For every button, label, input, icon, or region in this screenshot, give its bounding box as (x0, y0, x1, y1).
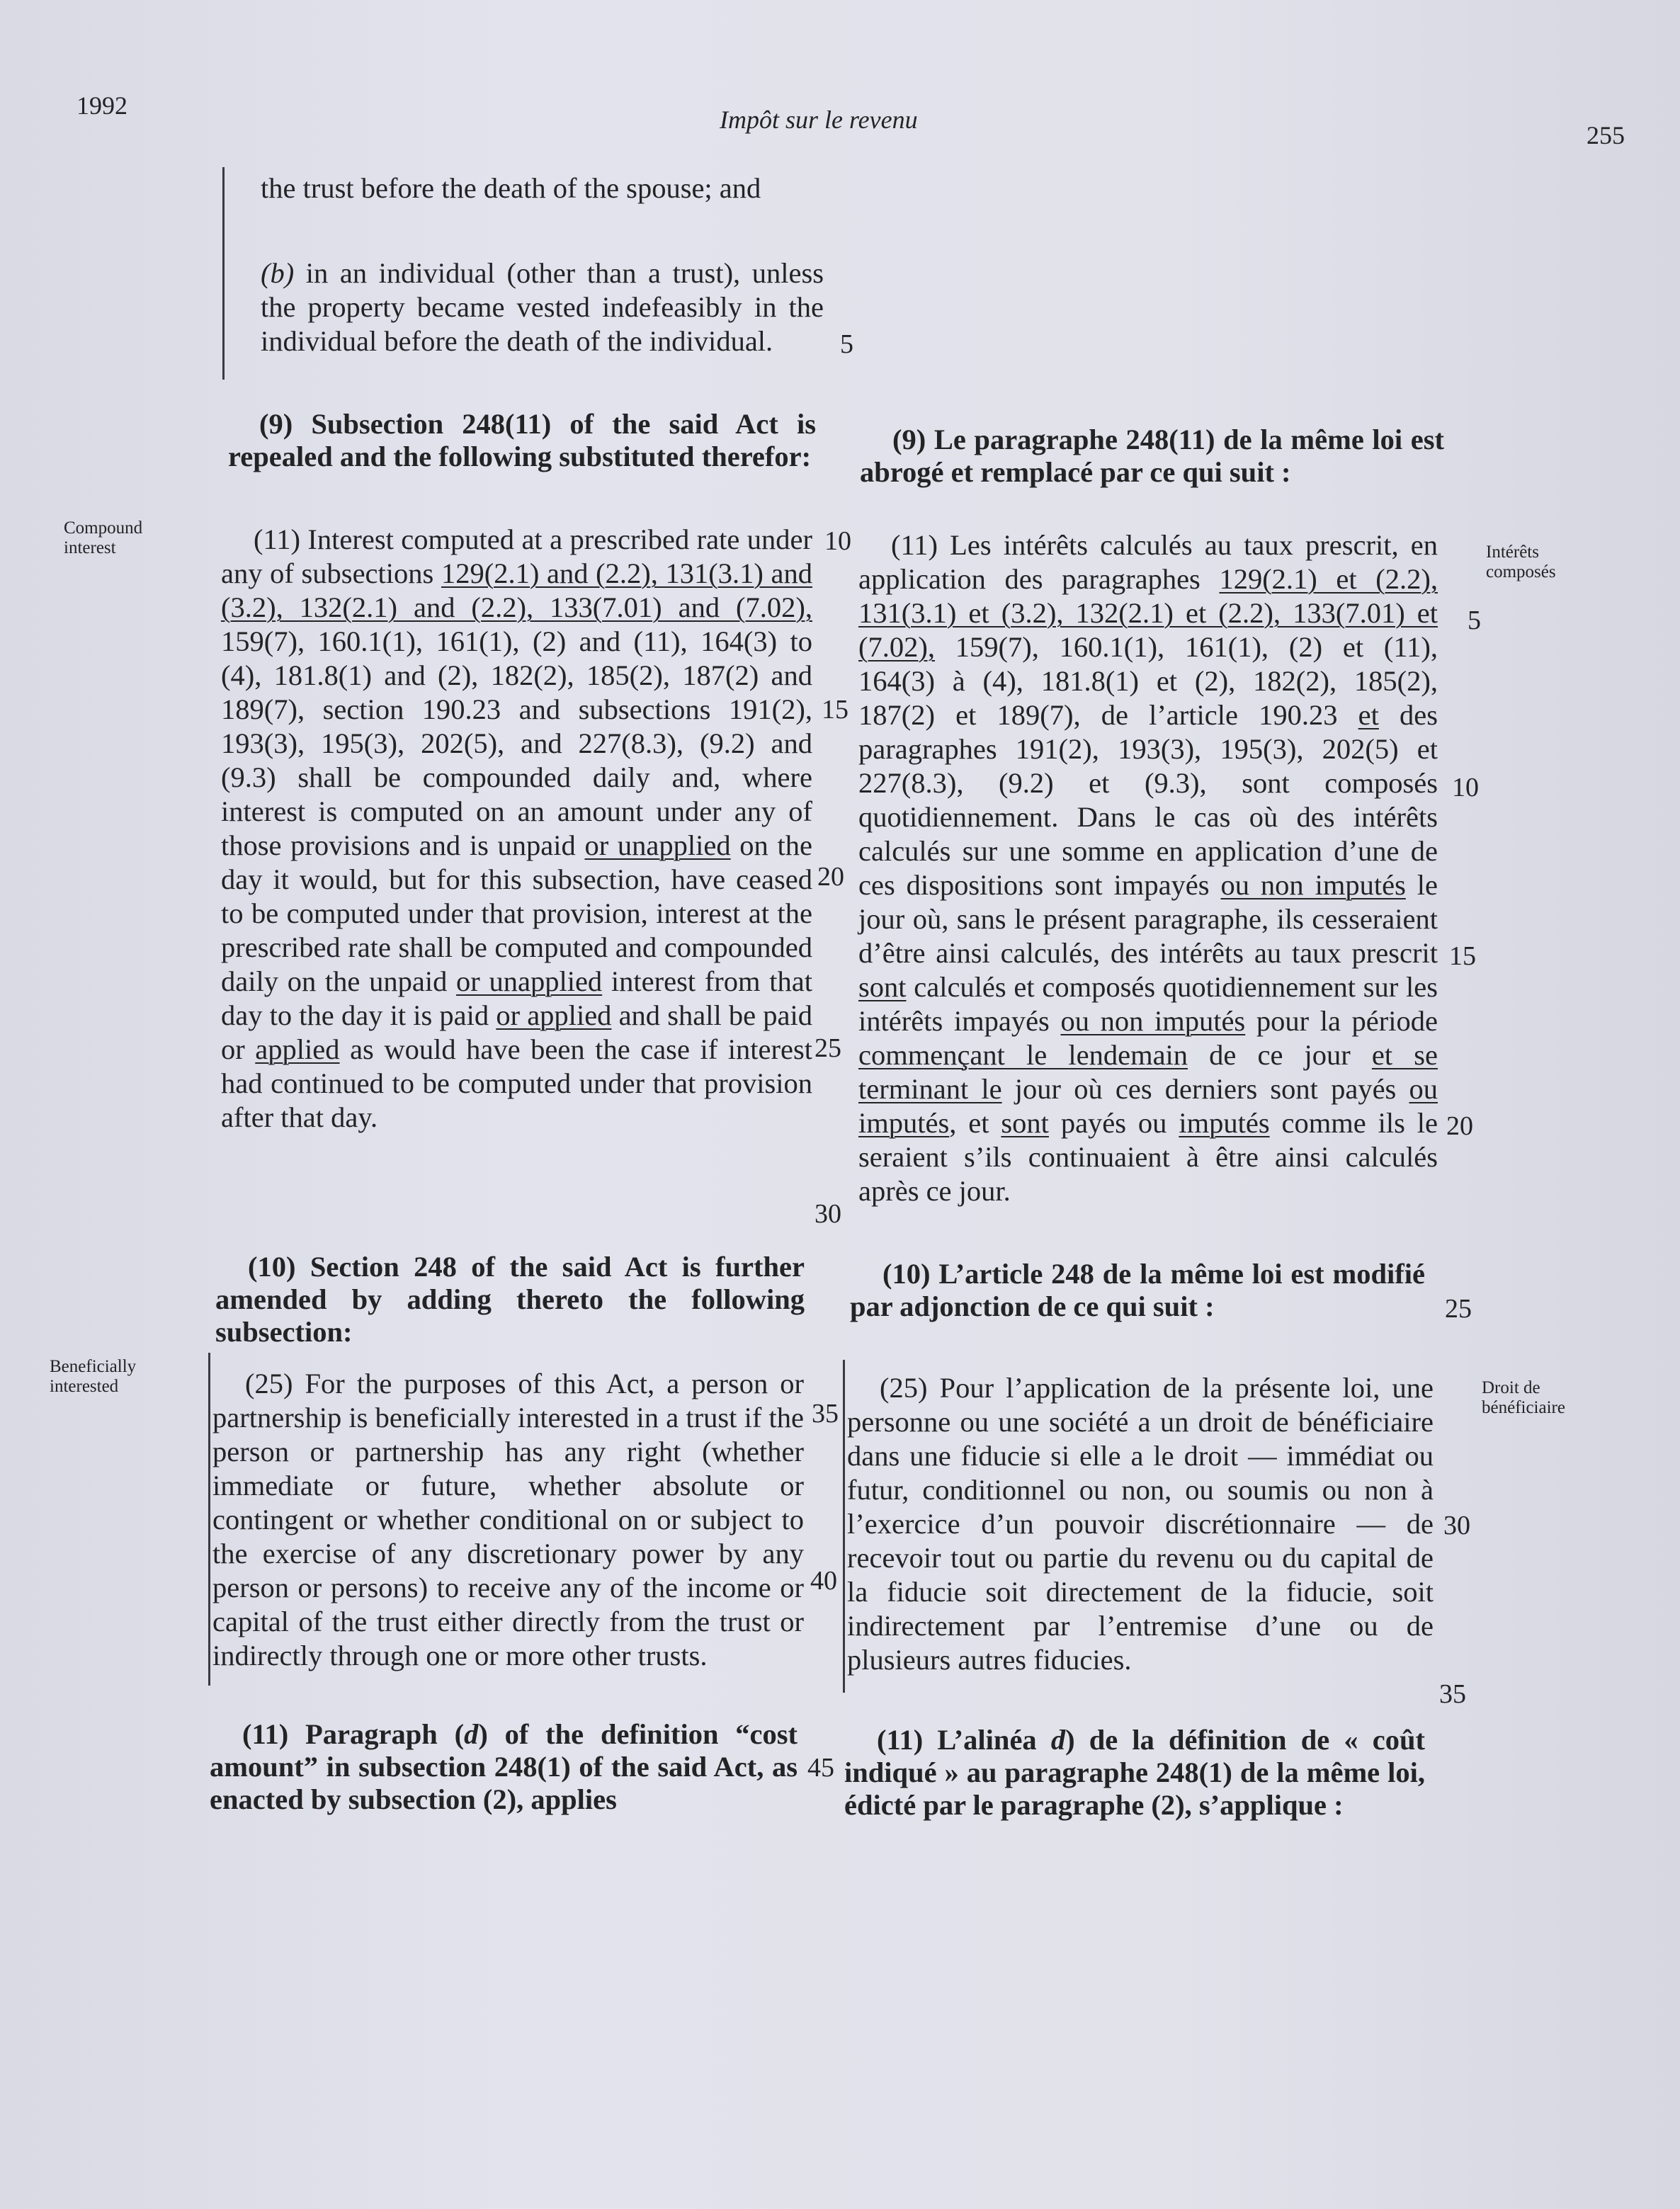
s11-underlined: imputés (1179, 1107, 1270, 1139)
line-number: 10 (1452, 773, 1479, 802)
s11-underlined: sont (858, 971, 907, 1003)
s11-text: jour où ces derniers sont payés (1001, 1073, 1409, 1105)
s11-text: de ce jour (1188, 1039, 1372, 1071)
s11-text: calculés et composés quotidiennement sur les intérêts impayés (858, 971, 1438, 1037)
margin-note-beneficially-interested: Beneficially interested (50, 1357, 137, 1396)
amendment-rule (208, 1353, 210, 1686)
s11-text: interest from that day to the day it is paid (221, 965, 812, 1031)
english-intro-item-b (261, 256, 824, 358)
line-number: 25 (815, 1033, 841, 1063)
english-amendment-10: (10) Section 248 of the said Act is further amended by adding thereto the following subsection: (215, 1251, 805, 1348)
french-amendment-10: (10) L’article 248 de la même loi est modifié par adjonction de ce qui suit : (850, 1258, 1425, 1322)
s11-text: 159(7), 160.1(1), 161(1), (2) and (11), 164(3) to (4), 181.8(1) and (2), 182(2), 185(2), 187(2) and 189(7), section 190.23 and subsections 191(2), 193(3), 195(3), 202(5), and 227(8.3), (9.2) and (9.3) shall be compounded daily and, where interest is computed on an amount under any of those provisions and is unpaid (221, 625, 812, 861)
english-intro-paragraph: the trust before the death of the spouse; and (261, 172, 761, 204)
item-b-label: (b) (261, 257, 295, 289)
s11-text: , et (949, 1107, 1001, 1139)
s11-underlined: et (1358, 699, 1379, 731)
s11-underlined: or unapplied (584, 829, 731, 861)
s11-underlined: sont (1001, 1107, 1049, 1139)
english-amendment-9: (9) Subsection 248(11) of the said Act is repealed and the following substituted therefor: (228, 408, 816, 472)
s11-text: and shall be paid or (221, 999, 812, 1065)
show-through-text (885, 198, 1424, 232)
english-subsection-11 (221, 523, 812, 1135)
s11-text: as would have been the case if interest had continued to be computed under that provision after that day. (221, 1033, 812, 1133)
s11-text: payés ou (1048, 1107, 1179, 1139)
header-year: 1992 (76, 91, 127, 120)
french-amendment-9: (9) Le paragraphe 248(11) de la même loi est abrogé et remplacé par ce qui suit : (860, 424, 1444, 488)
english-amendment-11 (210, 1718, 798, 1816)
s11-text: des paragraphes 191(2), 193(3), 195(3), 202(5) et 227(8.3), (9.2) et (9.3), sont composés quotidiennement. Dans le cas où des intérêts calculés sur une somme en application d’une de ces dispositions sont impayés (858, 699, 1438, 901)
line-number: 15 (822, 695, 848, 725)
french-subsection-11 (858, 528, 1438, 1208)
amendment-rule (222, 167, 225, 380)
line-number: 5 (840, 329, 853, 359)
s11-underlined: ou non imputés (1220, 869, 1406, 901)
s11-text: comme ils le seraient s’ils continuaient à être ainsi calculés après ce jour. (858, 1107, 1438, 1207)
p11-text: (11) Paragraph ( (242, 1718, 465, 1750)
line-number: 10 (824, 526, 851, 556)
header-page-number: 255 (1587, 121, 1625, 149)
amendment-rule (843, 1360, 845, 1693)
line-number: 20 (817, 862, 844, 892)
line-number: 45 (807, 1753, 834, 1783)
s11-underlined: et se terminant le (858, 1039, 1438, 1105)
s11-text: (11) Les intérêts calculés au taux prescrit, en application des paragraphes (858, 529, 1438, 595)
s11-underlined: 129(2.1) et (2.2), 131(3.1) et (3.2), 132(2.1) et (2.2), 133(7.01) et (7.02), (858, 563, 1438, 663)
s11-underlined: ou imputés (858, 1073, 1438, 1139)
item-b-text: in an individual (other than a trust), unless the property became vested indefeasibly in the individual before the death of the individual. (261, 257, 824, 357)
s11-text: on the day it would, but for this subsection, have ceased to be computed under that provision, interest at the prescribed rate shall be computed and compounded daily on the unpaid (221, 829, 812, 997)
margin-note-droit-de-beneficiaire: Droit de bénéficiaire (1482, 1378, 1565, 1417)
s11-underlined: commençant le lendemain (858, 1039, 1188, 1071)
line-number: 35 (812, 1399, 839, 1429)
s11-underlined: ou non imputés (1060, 1005, 1246, 1037)
p11-text: (11) L’alinéa (877, 1724, 1051, 1756)
french-amendment-11 (844, 1724, 1425, 1822)
p11-text: ) of the definition “cost amount” in subsection 248(1) of the said Act, as enacted by subsection (2), applies (210, 1718, 798, 1815)
margin-note-interets-composes: Intérêts composés (1486, 543, 1556, 581)
s11-underlined: 129(2.1) and (2.2), 131(3.1) and (3.2), 132(2.1) and (2.2), 133(7.01) and (7.02), (221, 557, 813, 623)
line-number: 15 (1449, 941, 1476, 971)
english-subsection-25: (25) For the purposes of this Act, a person or partnership is beneficially interested in a trust if the person or partnership has any right (whether immediate or future, whether absolute or contingent or whether conditional on or subject to the exercise of any discretionary power by any person or persons) to receive any of the income or capital of the trust either directly from the trust or indirectly through one or more other trusts. (212, 1368, 804, 1671)
s11-text: pour la période (1245, 1005, 1438, 1037)
s11-underlined: applied (255, 1033, 340, 1065)
line-number: 25 (1445, 1294, 1472, 1324)
p11-text: ) de la définition de « coût indiqué » au paragraphe 248(1) de la même loi, édicté par le paragraphe (2), s’applique : (844, 1724, 1425, 1821)
s11-text: 159(7), 160.1(1), 161(1), (2) et (11), 164(3) à (4), 181.8(1) et (2), 182(2), 185(2), 187(2) et 189(7), de l’article 190.23 (858, 631, 1438, 731)
s11-underlined: or applied (496, 999, 612, 1031)
line-number: 40 (810, 1566, 837, 1596)
line-number: 5 (1468, 606, 1481, 635)
s11-underlined: or unapplied (456, 965, 603, 997)
p11-paragraph-letter: d (464, 1718, 479, 1750)
line-number: 30 (815, 1199, 841, 1229)
margin-note-compound-interest: Compound interest (64, 518, 143, 557)
s11-text: (11) Interest computed at a prescribed rate under any of subsections (221, 523, 812, 589)
header-title: Impôt sur le revenu (720, 106, 918, 134)
p11-paragraph-letter: d (1050, 1724, 1066, 1756)
french-subsection-25: (25) Pour l’application de la présente loi, une personne ou une société a un droit de bénéficiaire dans une fiducie si elle a le droit — immédiat ou futur, conditionnel ou non, ou soumis ou non à l’exercice d’un pouvoir discrétionnaire — de recevoir tout ou partie du revenu ou du capital de la fiducie soit directement de la fiducie, soit indirectement par l’entremise d’une ou de plusieurs autres fiducies. (847, 1372, 1434, 1676)
line-number: 35 (1439, 1679, 1466, 1709)
line-number: 20 (1446, 1111, 1473, 1141)
s11-text: le jour où, sans le présent paragraphe, ils cesseraient d’être ainsi calculés, des intérêts au taux prescrit (858, 869, 1438, 969)
line-number: 30 (1443, 1511, 1470, 1540)
